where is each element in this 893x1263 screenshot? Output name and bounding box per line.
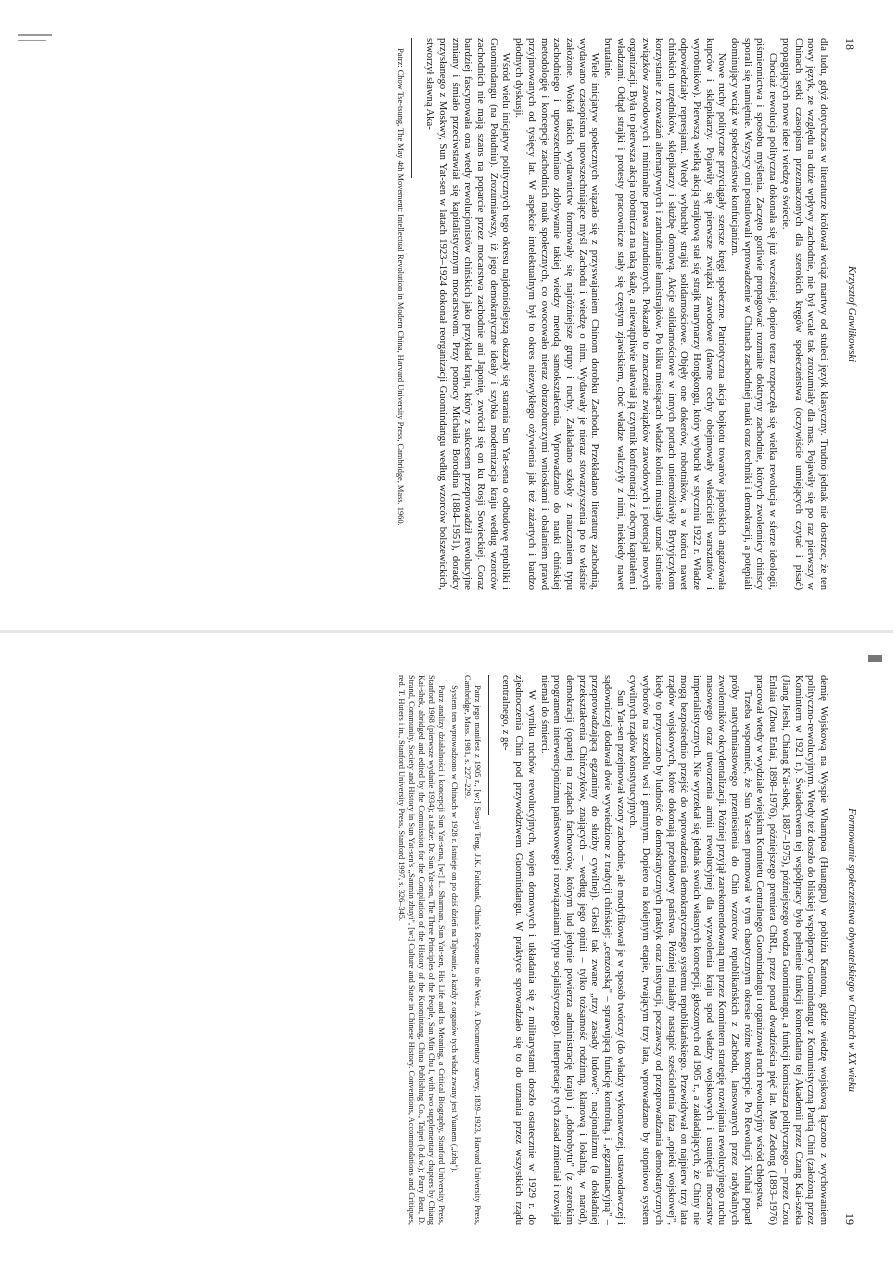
paragraph: W wyniku ruchów rewolucyjnych, wojen domowych i układania się z militarystami doszło ostatecznie w 1929 r. do zjednoczenia Chin pod przywództwem Guomindangu. W praktyce sprowadzało się to do uznania przez wszystkich rządu centralnego, z ge-: [500, 675, 537, 1225]
page-number: 19: [843, 1213, 857, 1225]
paragraph: Wiele inicjatyw społecznych wiązało się z przyswajaniem Chinom dorobku Zachodu. Przekładano literaturę zachodnią, wydawano czasopisma upowszechniające myśl Zachodu i wiedzę o nim. Wydawały je nieraz stowarzyszenia po to właśnie założone. Wokół takich wydawnictw formowały się najróżniejsze grupy i ruchy. Zakładano szkoły z nauczaniem typu zachodniego i upowszechniano zdobywanie takiej wiedzy metodą samokształcenia. Wprowadzano do nauki chińskiej metodologię i koncepcje zachodnich nauk społecznych, co owocowało nieraz obrazoburczymi wnioskami i obalaniem prawd przyjmowanych od tysięcy lat. W aspekcie intelektualnym był to okres niezwykłego ożywienia jak też zażartych i bardzo płodnych dyskusji.: [513, 38, 601, 590]
running-header: [839, 675, 857, 1225]
paragraph: Wśród wielu inicjatyw politycznych tego okresu najdonioślejszą okazały się starania Sun Yat-sena o odbudowę republiki i Guomindangu (na Południu). Zrozumiawszy, iż jego demokratyczne ideały i szybka modernizacja kraju według wzorców zachodnich nie mają szans na poparcie przez mocarstwa zachodnie ani Japonię, zwrócił się on ku Rosji Sowieckiej. Coraz bardziej fascynowała ona wtedy rewolucjonistów chińskich jako przykład kraju, który z sukcesem przeprowadził rewolucyjne zmiany i śmiało przeciwstawiał się kapitalistycznym mocarstwom. Przy pomocy Michaiła Borodina (1884–1951), doradcy przysłanego z Moskwy, Sun Yat-sen w latach 1923–1924 dokonał reorganizacji Guomindangu według wzorców bolszewickich, stworzył sławną Aka-: [424, 38, 512, 590]
paragraph: Nowe ruchy polityczne przyciągały szersze kręgi społeczne. Patriotyczna akcja bojkotu towarów japońskich angażowała kupców i sklepikarzy. Pojawiły się pierwsze związki zawodowe (dawne cechy obejmowały właścicieli warsztatów i wyrobników). Pierwszą wielką akcją strajkową stał się strajk marynarzy Hongkongu, który wybuchł w styczniu 1922 r. Władze odpowiedziały represjami. Wtedy wybuchły strajki solidarnościowe. Objęły one dokerów, robotników, a w końcu nawet chińskich urzędników, sklepikarzy i służbę domową. Akcje solidarnościowe w innych portach uniemożliwiły Brytyjczykom korzystanie z rozważań alternatywnych i zatrudnianie łamistrajków. Po kilku miesiącach władze kolonii musiały uznać istnienie związków zawodowych i minimalne prawa zatrudnionych. Pokazało to znaczenie związków zawodowych i potencjał nowych organizacji. Była to pierwsza akcja robotnicza na taką skalę, a niewątpliwie ułatwiał ją czynnik konfrontacji z obcym kapitałem i władzami. Odtąd strajki i protesty pracownicze stały się częstym zjawiskiem, choć władze walczyły z nimi, niekiedy nawet brutalnie.: [602, 38, 728, 590]
paragraph: Sun Yat-sen przejmował wzory zachodnie, ale modyfikował je w sposób twórczy (do władzy wykonawczej, ustawodawczej i sądowniczej dodawał dwie wywiedzione z tradycji chińskiej: „cenzorską" – sprawującą funkcję kontrolną, i „egzaminacyjną" – przeprowadzającą egzaminy do służby cywilnej). Głosił tak zwane „trzy zasady ludowe": nacjonalizmu (a dokładniej przekształcenia Chińczyków, znających – według jego opinii – tylko tożsamość rodzinną, klanową i lokalną, w naród), demokracji (opartej na rządach fachowców, którym lud jedynie powierza administrację kraju) i „dobrobytu" (z szerokim programem interwencjonizmu państwowego i rozwiązaniami typu socjalistycznego). Interpretacje tych zasad zmieniał i rozwijał niemal do śmierci.: [538, 675, 626, 1225]
paragraph: Trzeba wspomnieć, że Sun Yat-sen promował w tym chaotycznym okresie różne koncepcje. Po Rewolucji Xinhai poparł próby natychmiastowego przeniesienia do Chin wzorców republikańskich z Zachodu, lansowanych przez radykalnych zwolenników okcydentalizacji. Później przyjął zarekomendowaną mu przez Komintern strategię rozwijania rewolucyjnego ruchu masowego oraz utworzenia armii rewolucyjnej dla wyzwolenia kraju spod władzy wojskowych i usunięcia mocarstw imperialistycznych. Nie wyrzekał się jednak swoich własnych koncepcji, głoszonych od 1905 r., a zakładających, że Chiny nie mogą bezpośrednio przejść do wprowadzenia demokratycznego systemu republikańskiego. Przewidywał on najpierw trzy lata rządów wojskowych, które dokonają przebudowy państwa. Później miałaby nastąpić sześcioletnia faza „opieki wojskowej", kiedy to przyuczano by ludność do demokratycznych praktyk oraz instytucji, poczawszy od przeprowadzania demokratycznych wyborów na szczeblu wsi i gminnym. Dopiero na kolejnym etapie, trwającym trzy lata, wprowadzano by stopniowo system cywilnych rządów konstytucyjnych.: [627, 675, 753, 1225]
footnote: Patrz jego manifest z 1905 r., [w:] Ssu-yü Teng, J.K. Fairbank, China's Response to the West. A Documentary survey, 1839–1923, Harvard University Press, Cambridge, Mass. 1981, s. 227–229.: [462, 675, 482, 1225]
running-header: [839, 38, 857, 590]
paragraph: demię Wojskową na Wyspie Whampoa (Huangpu) w pobliżu Kantonu, gdzie wiedzę wojskową łączono z wychowaniem polityczno-rewolucyjnym. Wtedy też doszło do bliskiej współpracy Guomindangu z Komunistyczną Partią Chin (założoną przez Komintern w 1921 r.). Świadectwem tej współpracy było pełnienie funkcji komendanta tej Akademii przez Czang Kai-szeka (Jiang Jieshi, Chiang K'ai-shek, 1887–1975), późniejszego wodza Guomintangu, a funkcji komisarza politycznego – przez Czou Enlaia (Zhou Enlai, 1898–1976), późniejszego premiera ChRL, przez ponad dwadzieścia pięć lat. Mao Zedong (1893–1976) pracował wtedy w wydziale wiejskim Komitetu Centralnego Guomindangu i organizował ruch rewolucyjny wśród chłopstwa.: [754, 675, 829, 1225]
page-number: 18: [843, 38, 857, 50]
footnote: Patrz analizy działalności i koncepcji Sun Yat-sena, [w:] L. Sharman, Sun Yat-sen, His Life and Its Meaning, a Critical Biography, Stanford University Press, Stanford 1968 (pierwsze wydanie 1934); a także: Dr. Sun Yat-sen, The Three Principles of the People, San Min Chu I, with two supplementary chapters by Chiang Kai-shek, abridged and edited by the Commission for the Compilation of the History of the Kuomintang, China Publishing Co., Taipei (b.d.w.); Parry Beat, D. Strand, Community, Society and History in Sun Yat-sen's „Sanmin zhuyi", [w:] Culture and State in Chinese History. Conventions, Accommodations and Critiques, red. T. Huters i in., Stanford University Press, Stanford 1997, s. 326–345.: [396, 675, 446, 1225]
body-text: [423, 38, 830, 590]
right-page: [0, 633, 893, 1263]
footnote: Patrz: Chow Tse-tsung, The May 4th Movement: Intellectual Revolution in Modern China, Harvard University Press, Cambridge, Mass. 1960.: [396, 48, 406, 526]
footnote-rule: [488, 675, 489, 815]
paragraph: Chociaż rewolucja polityczna dokonała się już wcześniej, dopiero teraz rozpoczęła się wielka rewolucja w sferze ideologii, piśmiennictwa i sposobu myślenia. Zaczęto gorliwie propagować rozmaite doktryny zachodnie, których zwolennicy chińscy sporali się namiętnie. Wszyscy oni postulowali wprowadzenie w Chinach zachodniej nauki oraz techniki i demokracji, a potępiali dominujący wciąż w społeczeństwie konfucjanizm.: [729, 38, 779, 590]
running-head-title: Formowanie społeczeństwa obywatelskiego w Chinach w XX wieku: [846, 808, 857, 1092]
left-page: [0, 0, 893, 630]
footnote: System ten wprowadzono w Chinach w 1928 r. Istnieje on po dziś dzień na Tajwanie, a każdy z organów tych władz zwany jest Yuanem („izbą").: [449, 685, 459, 1173]
paragraph: dla ludu, gdyż dotychczas w literaturze królował wciąż martwy od stuleci język klasyczny. Trudno jednak nie dostrzec, że ten nowy język, ze względu na duże wpływy zachodnie, nie był wcale tak zrozumiały dla mas. Pojawiły się po raz pierwszy w Chinach setki czasopism przeznaczonych dla szerokich kręgów społeczeństwa (oczywiście umiejących czytać i pisać) propagujących nowe idee i wiedzę o świecie.: [779, 38, 829, 590]
body-text: [499, 675, 829, 1225]
running-head-author: Krzysztof Gawlikowski: [846, 266, 857, 362]
footnote-rule: [412, 38, 413, 178]
